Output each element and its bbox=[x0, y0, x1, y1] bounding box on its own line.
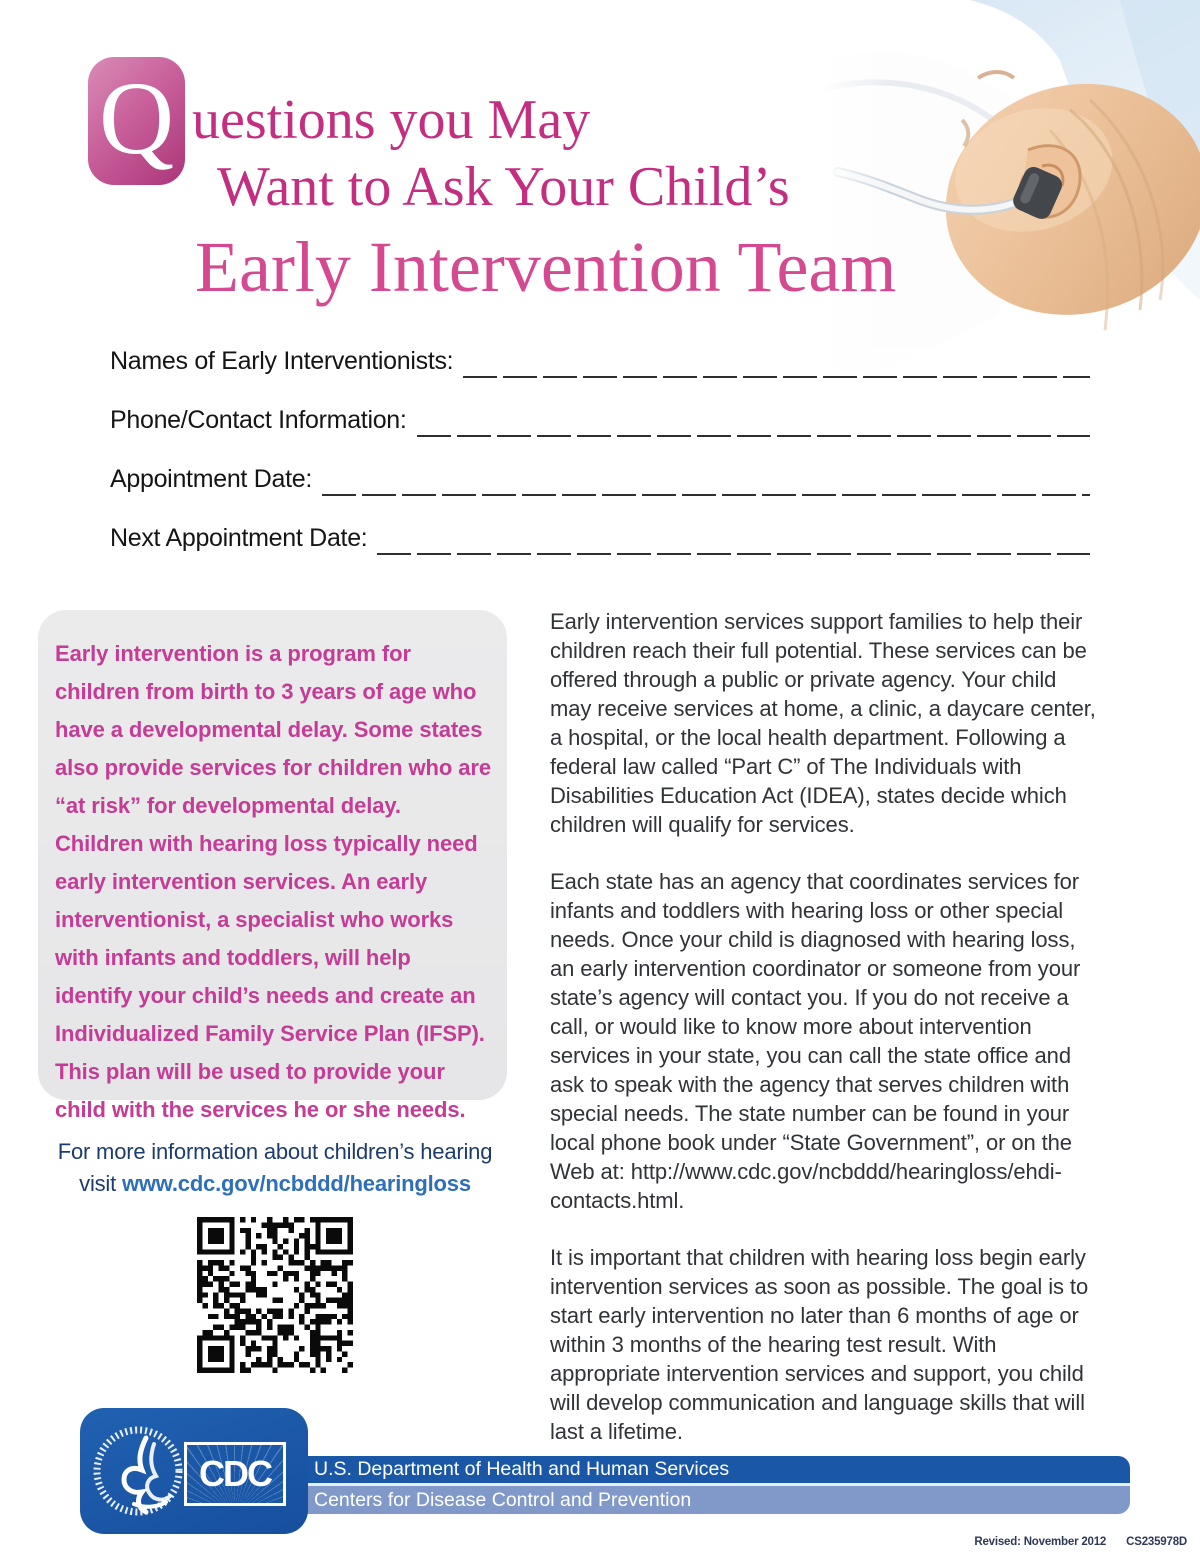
hearingloss-link[interactable]: www.cdc.gov/ncbddd/hearingloss bbox=[121, 1171, 471, 1196]
page-title-line3: Early Intervention Team bbox=[195, 227, 897, 307]
contact-form bbox=[110, 344, 1090, 580]
cdc-acronym: CDC bbox=[199, 1453, 271, 1494]
form-label: Phone/Contact Information: bbox=[110, 406, 407, 434]
form-row-interventionists bbox=[110, 344, 1090, 378]
cdc-acronym-box bbox=[184, 1442, 286, 1506]
document-id: CS235978D bbox=[1126, 1536, 1187, 1548]
fill-in-line bbox=[463, 348, 1090, 378]
body-paragraph-3: It is important that children with hearing loss begin early intervention services as soon as possible. The goal is to start early intervention no later than 6 months of age or within 3 months of the hearing test result. With appropriate intervention services and support, you child will develop communication and language skills that will last a lifetime. bbox=[550, 1245, 1089, 1444]
footer-bars bbox=[296, 1456, 1130, 1514]
q-letter: Q bbox=[98, 61, 175, 176]
baby-hearing-test-photo bbox=[820, 0, 1200, 400]
form-label: Names of Early Interventionists: bbox=[110, 347, 454, 375]
fill-in-line bbox=[322, 466, 1090, 496]
form-row-next-appointment bbox=[110, 521, 1090, 555]
fill-in-line bbox=[377, 525, 1090, 555]
body-text-column bbox=[550, 607, 1099, 1474]
q-drop-cap-badge bbox=[88, 57, 185, 185]
revision-note bbox=[974, 1536, 1187, 1548]
revised-date: Revised: November 2012 bbox=[974, 1536, 1107, 1548]
more-info-line1: For more information about children’s hearing bbox=[57, 1139, 493, 1164]
early-intervention-highlight-box bbox=[38, 610, 507, 1122]
body-paragraph-2: Each state has an agency that coordinates services for infants and toddlers with hearing loss or other special needs. Once your child is diagnosed with hearing loss, an early intervention coordinator or someone from your state’s agency will contact you. If you do not receive a call, or would like to know more about intervention services in your state, you can call the state office and ask to speak with the agency that serves children with special needs. The state number can be found in your local phone book under “State Government”, or on the Web at: http://www.cdc.gov/ncbddd/hearingloss/ehdi-contacts.html. bbox=[550, 869, 1081, 1213]
more-info-note bbox=[40, 1136, 510, 1200]
body-paragraph-1: Early intervention services support families to help their children reach their full potential. These services can be offered through a public or private agency. Your child may receive services at home, a clinic, a daycare center, a hospital, or the local health department. Following a federal law called “Part C” of The Individuals with Disabilities Education Act (IDEA), states decide which children will qualify for services. bbox=[550, 609, 1096, 837]
qr-code bbox=[197, 1214, 353, 1376]
page-title-line1: uestions you May bbox=[192, 89, 591, 151]
page-title-line2: Want to Ask Your Child’s bbox=[217, 156, 790, 218]
fill-in-line bbox=[417, 407, 1090, 437]
form-row-phone bbox=[110, 403, 1090, 437]
form-label: Appointment Date: bbox=[110, 465, 312, 493]
more-info-visit: visit bbox=[79, 1171, 122, 1196]
hhs-department-bar: U.S. Department of Health and Human Services bbox=[296, 1456, 1130, 1483]
cdc-prevention-bar: Centers for Disease Control and Prevention bbox=[296, 1486, 1130, 1514]
form-label: Next Appointment Date: bbox=[110, 524, 368, 552]
cdc-logo bbox=[80, 1408, 308, 1534]
form-row-appointment bbox=[110, 462, 1090, 496]
highlight-box-text: Early intervention is a program for children from birth to 3 years of age who have a developmental delay. Some states also provide services for children who are “at risk” for developmental delay. Children with hearing loss typically need early intervention services. An early interventionist, a specialist who works with infants and toddlers, will help identify your child’s needs and create an Individualized Family Service Plan (IFSP). This plan will be used to provide your child with the services he or she needs. bbox=[55, 641, 491, 1122]
